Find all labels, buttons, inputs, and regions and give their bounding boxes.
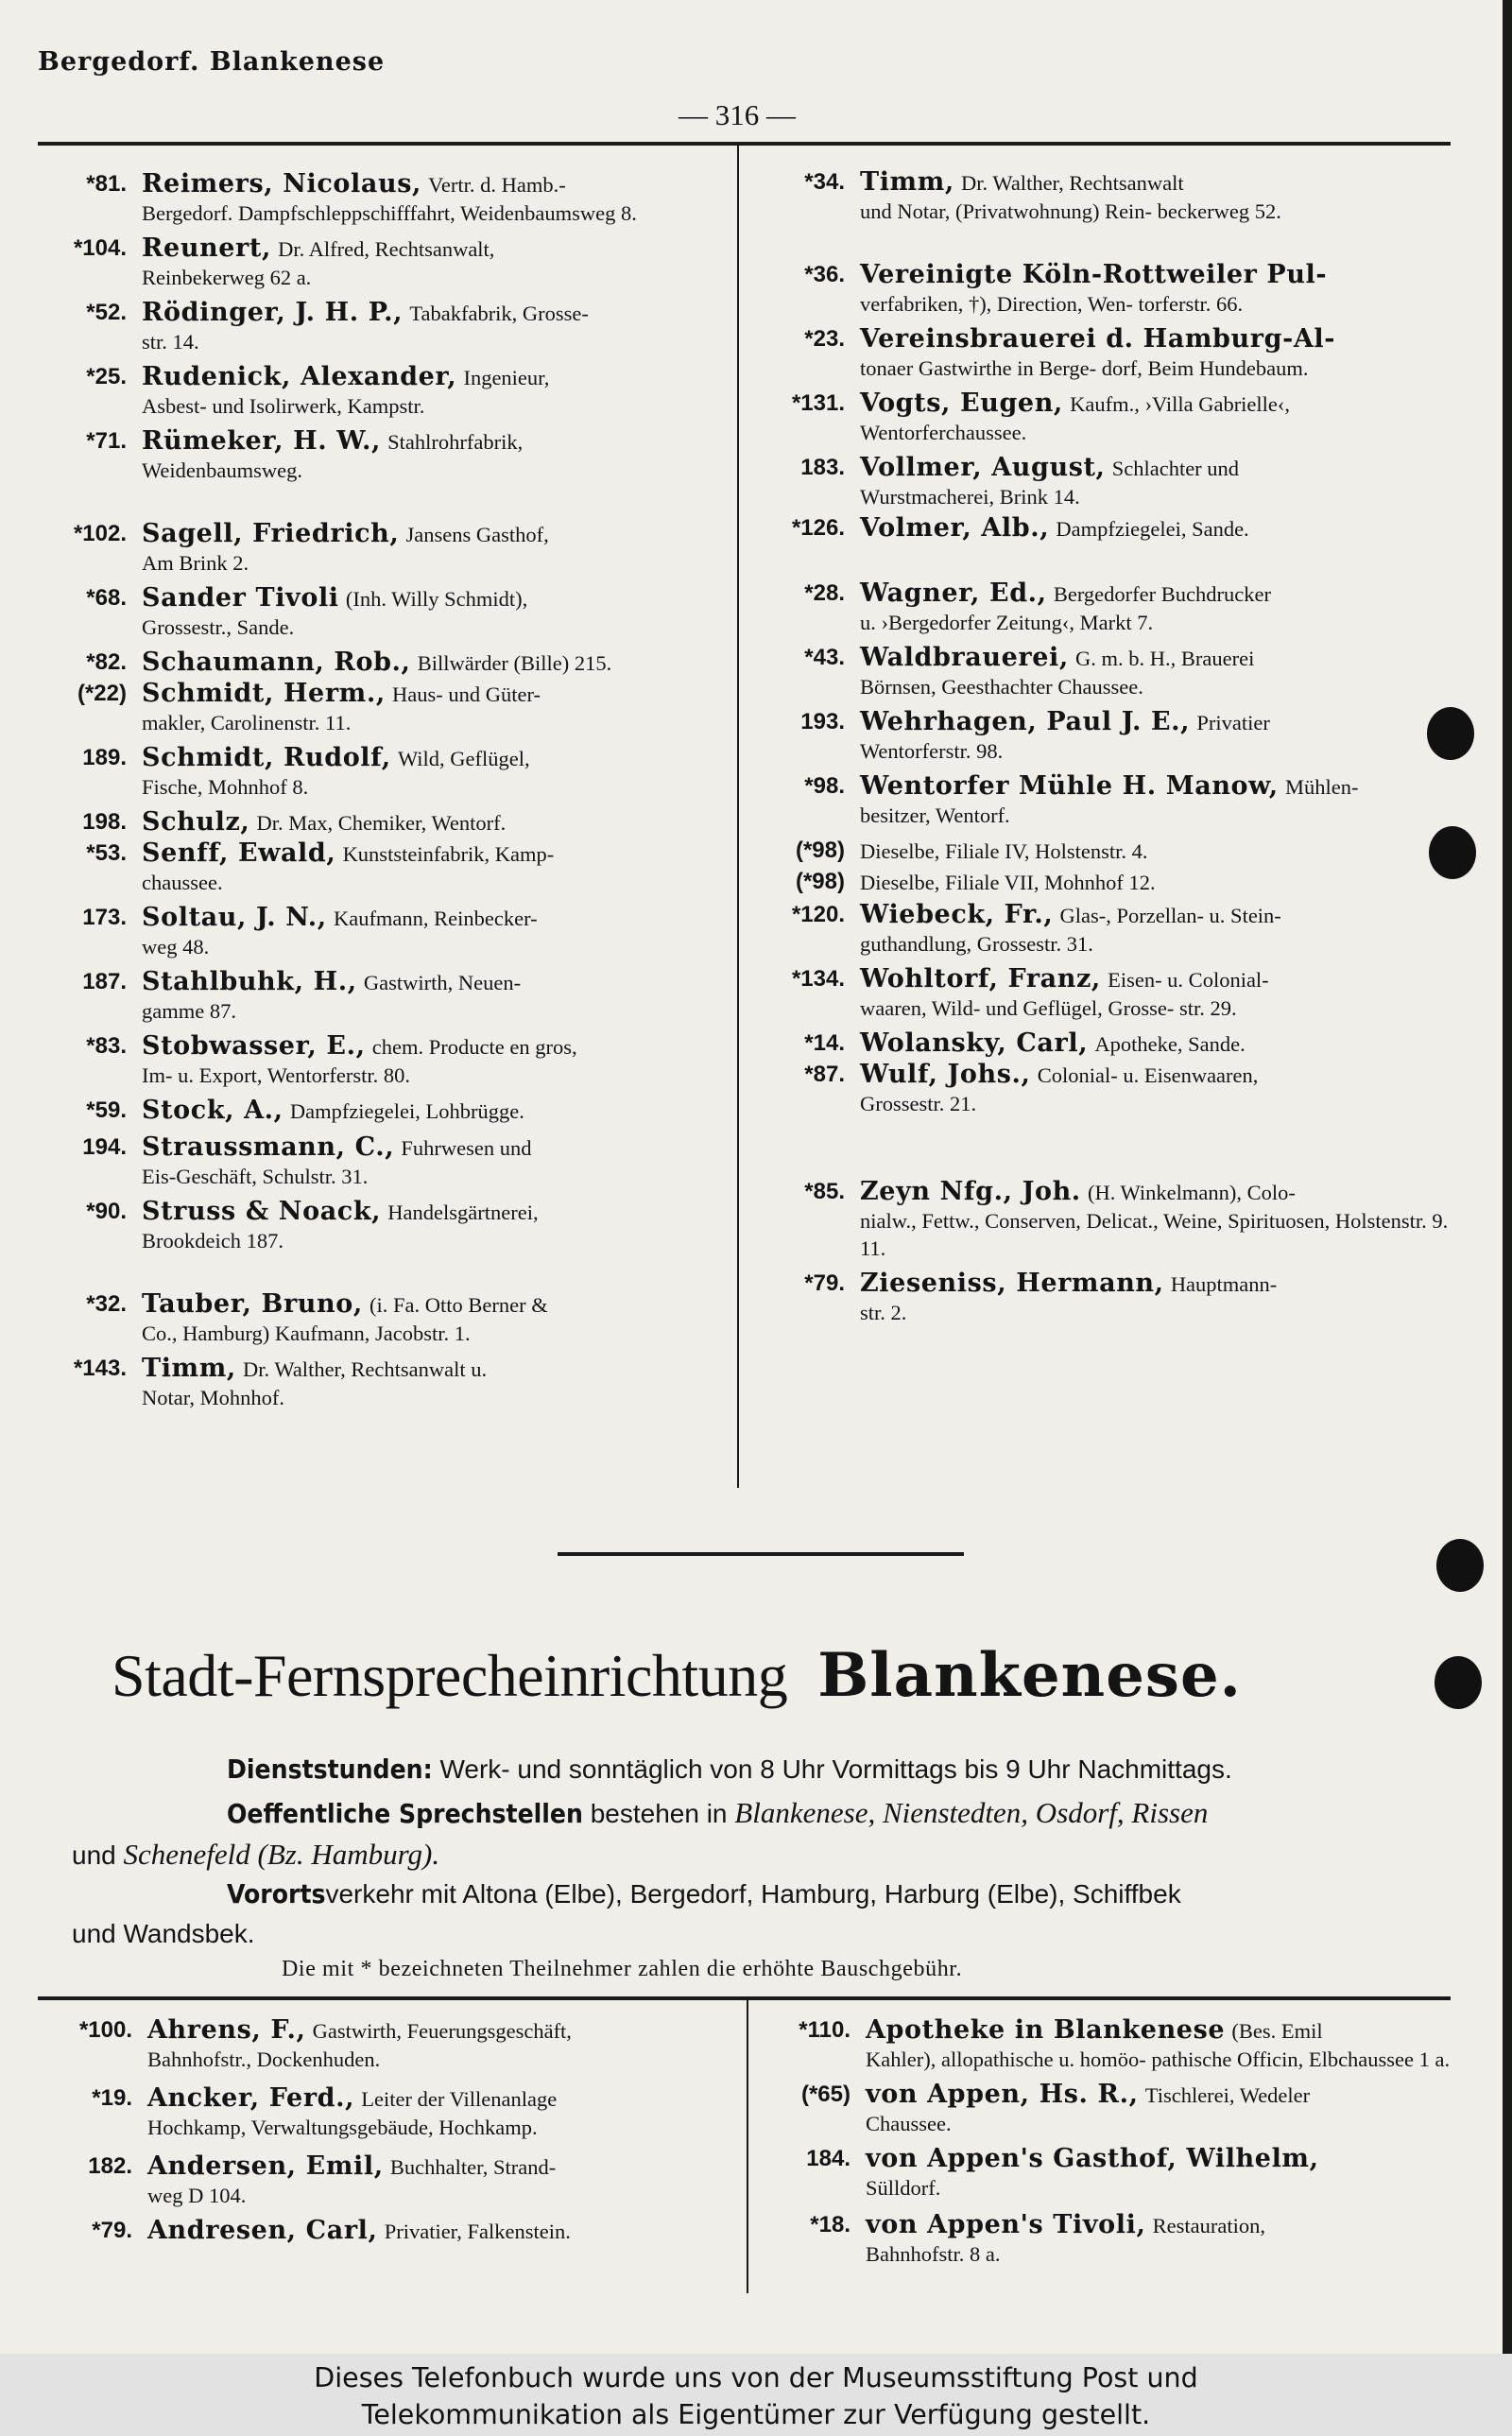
public-stations-label: Oeffentliche Sprechstellen xyxy=(227,1798,583,1829)
subscriber-address: Eis-Geschäft, Schulstr. 31. xyxy=(142,1165,369,1188)
subscriber-address: Bahnhofstr. 8 a. xyxy=(866,2242,1001,2266)
subscriber-name: Struss & Noack, xyxy=(142,1197,382,1226)
directory-entry xyxy=(762,2145,1452,2202)
column-divider-top xyxy=(737,146,739,1488)
subscriber-details: Tabakfabrik, Grosse- xyxy=(409,302,589,325)
subscriber-number: *36. xyxy=(804,262,845,287)
directory-entry xyxy=(43,2084,738,2141)
subscriber-number: 193. xyxy=(800,709,845,734)
subscriber-details: Schlachter und xyxy=(1111,457,1240,480)
subscriber-name: Schulz, xyxy=(142,807,250,837)
subscriber-name: Sander Tivoli xyxy=(142,583,339,613)
subscriber-number: 184. xyxy=(806,2146,850,2171)
subscriber-name: Sagell, Friedrich, xyxy=(142,519,400,548)
subscriber-details: Buchhalter, Strand- xyxy=(389,2155,557,2179)
subscriber-name: Waldbrauerei, xyxy=(860,643,1069,672)
subscriber-number: *25. xyxy=(86,364,127,389)
subscriber-address: Reinbekerweg 62 a. xyxy=(142,266,312,289)
subscriber-number: (*22) xyxy=(77,681,127,706)
subscriber-address: besitzer, Wentorf. xyxy=(860,803,1010,827)
directory-entry xyxy=(756,579,1451,636)
directory-entry xyxy=(43,2217,738,2246)
page-number: — 316 — xyxy=(679,98,796,131)
subscriber-details: Kaufmann, Reinbecker- xyxy=(333,907,538,930)
directory-entry xyxy=(38,170,728,227)
subscriber-number: 173. xyxy=(82,905,127,930)
directory-entry xyxy=(756,708,1451,765)
subscriber-number: 187. xyxy=(82,969,127,994)
subscriber-address: und Notar, (Privatwohnung) Rein- beckerweg 52. xyxy=(860,199,1281,223)
subscriber-details: Jansens Gasthof, xyxy=(405,523,549,546)
subscriber-details: Wild, Geflügel, xyxy=(397,747,530,770)
section-title-bold: Blankenese. xyxy=(817,1640,1242,1711)
subscriber-number: *32. xyxy=(86,1291,127,1317)
subscriber-details: Bergedorfer Buchdrucker xyxy=(1053,582,1271,606)
footer-line-2: Telekommunikation als Eigentümer zur Verfügung gestellt. xyxy=(361,2399,1151,2430)
subscriber-details: G. m. b. H., Brauerei xyxy=(1075,647,1255,670)
subscriber-name: Ahrens, F., xyxy=(147,2015,306,2045)
section-divider xyxy=(558,1552,964,1556)
directory-entry xyxy=(756,261,1451,318)
subscriber-details: (i. Fa. Otto Berner & xyxy=(369,1293,548,1317)
subscriber-number: *87. xyxy=(804,1062,845,1087)
subscriber-address: Fische, Mohnhof 8. xyxy=(142,775,309,799)
subscriber-details: Privatier, Falkenstein. xyxy=(384,2220,571,2243)
ink-blot xyxy=(1436,1539,1484,1592)
directory-entry xyxy=(756,1178,1451,1262)
subscriber-address: Hochkamp, Verwaltungsgebäude, Hochkamp. xyxy=(147,2116,538,2139)
subscriber-name: Andresen, Carl, xyxy=(147,2216,378,2245)
public-stations-und: und xyxy=(72,1840,116,1870)
subscriber-address: verfabriken, †), Direction, Wen- torferstr. 66. xyxy=(860,292,1244,316)
section-title-light: Stadt-Fernsprecheinrichtung xyxy=(112,1642,788,1709)
subscriber-address: Co., Hamburg) Kaufmann, Jacobstr. 1. xyxy=(142,1322,471,1345)
subscriber-details: (Inh. Willy Schmidt), xyxy=(345,587,528,611)
subscriber-name: Wolansky, Carl, xyxy=(860,1028,1089,1058)
subscriber-address: Wentorferstr. 98. xyxy=(860,739,1004,763)
subscriber-name: Zieseniss, Hermann, xyxy=(860,1269,1164,1298)
subscriber-details: Dr. Alfred, Rechtsanwalt, xyxy=(278,237,495,261)
subscriber-details: Eisen- u. Colonial- xyxy=(1108,968,1269,992)
subscriber-name: Vollmer, August, xyxy=(860,453,1106,482)
subscriber-number: *23. xyxy=(804,326,845,352)
subscriber-address: Notar, Mohnhof. xyxy=(142,1386,284,1409)
subscriber-details: Dieselbe, Filiale VII, Mohnhof 12. xyxy=(860,871,1156,894)
subscriber-number: *85. xyxy=(804,1179,845,1204)
blankenese-right-column xyxy=(762,2016,1452,2268)
subscriber-number: *79. xyxy=(804,1270,845,1296)
subscriber-number: *34. xyxy=(804,169,845,195)
subscriber-name: Stock, A., xyxy=(142,1096,284,1125)
subscriber-details: Haus- und Güter- xyxy=(391,682,541,706)
subscriber-address: Sülldorf. xyxy=(866,2176,941,2200)
subscriber-number: *100. xyxy=(78,2017,132,2043)
subscriber-details: (H. Winkelmann), Colo- xyxy=(1087,1181,1296,1204)
subscriber-name: Timm, xyxy=(142,1354,236,1383)
directory-entry xyxy=(38,648,728,678)
directory-entry xyxy=(38,427,728,484)
public-stations-places2: Schenefeld (Bz. Hamburg). xyxy=(123,1838,440,1871)
subscriber-name: Andersen, Emil, xyxy=(147,2151,384,2181)
subscriber-number: *143. xyxy=(73,1356,127,1381)
subscriber-number: *18. xyxy=(810,2212,850,2237)
subscriber-number: *53. xyxy=(86,840,127,866)
directory-entry xyxy=(756,514,1451,544)
subscriber-details: Dampfziegelei, Sande. xyxy=(1056,517,1249,541)
directory-entry xyxy=(756,1029,1451,1059)
entry-list-blankenese-right xyxy=(762,2016,1452,2268)
subscriber-address: Asbest- und Isolirwerk, Kampstr. xyxy=(142,394,425,418)
subscriber-details: Vertr. d. Hamb.- xyxy=(428,173,566,197)
blankenese-rule xyxy=(38,1996,1451,2000)
subscriber-address: Weidenbaumsweg. xyxy=(142,458,303,482)
directory-entry xyxy=(756,389,1451,446)
subscriber-number: *81. xyxy=(86,171,127,197)
directory-entry xyxy=(38,904,728,960)
subscriber-address: weg D 104. xyxy=(147,2184,247,2207)
subscriber-details: Fuhrwesen und xyxy=(401,1136,532,1160)
subscriber-details: Dampfziegelei, Lohbrügge. xyxy=(289,1099,524,1123)
subscriber-number: 194. xyxy=(82,1134,127,1160)
subscriber-address: guthandlung, Grossestr. 31. xyxy=(860,932,1093,956)
subscriber-address: Bahnhofstr., Dockenhuden. xyxy=(147,2047,381,2071)
subscriber-number: *28. xyxy=(804,580,845,606)
service-hours-text: Werk- und sonntäglich von 8 Uhr Vormittags bis 9 Uhr Nachmittags. xyxy=(439,1754,1232,1784)
subscriber-number: *104. xyxy=(73,235,127,261)
directory-entry xyxy=(756,1061,1451,1117)
subscriber-number: *98. xyxy=(804,773,845,799)
subscriber-name: Stahlbuhk, H., xyxy=(142,967,357,996)
subscriber-details: Gastwirth, Feuerungsgeschäft, xyxy=(312,2019,572,2043)
service-hours-label: Dienststunden: xyxy=(227,1754,433,1785)
subscriber-details: Leiter der Villenanlage xyxy=(361,2087,558,2111)
directory-entry xyxy=(38,363,728,420)
directory-entry xyxy=(756,325,1451,382)
subscriber-name: Wehrhagen, Paul J. E., xyxy=(860,707,1191,736)
directory-entry xyxy=(762,2081,1452,2137)
suburban-traffic-text2: und Wandsbek. xyxy=(72,1919,255,1948)
column-divider-bottom xyxy=(747,2000,748,2293)
subscriber-number: *83. xyxy=(86,1033,127,1059)
directory-entry xyxy=(38,744,728,801)
directory-entry xyxy=(38,839,728,896)
public-stations-text: bestehen in xyxy=(590,1799,728,1828)
section-title xyxy=(112,1640,1242,1711)
subscriber-name: Vogts, Eugen, xyxy=(860,389,1063,418)
service-hours xyxy=(227,1751,1455,1788)
subscriber-address: gamme 87. xyxy=(142,999,236,1023)
subscriber-number: (*65) xyxy=(800,2082,850,2107)
directory-entry xyxy=(38,234,728,291)
directory-entry xyxy=(38,1290,728,1347)
subscriber-address: Im- u. Export, Wentorferstr. 80. xyxy=(142,1063,410,1087)
subscriber-address: chaussee. xyxy=(142,871,223,894)
subscriber-details: Kaufm., ›Villa Gabrielle‹, xyxy=(1070,392,1291,416)
subscriber-name: Wiebeck, Fr., xyxy=(860,900,1054,929)
ink-blot xyxy=(1427,707,1474,760)
subscriber-name: Rümeker, H. W., xyxy=(142,426,381,456)
subscriber-number: *59. xyxy=(86,1097,127,1123)
subscriber-address: Börnsen, Geesthachter Chaussee. xyxy=(860,675,1143,699)
directory-entry xyxy=(756,868,1451,897)
subscriber-name: Straussmann, C., xyxy=(142,1132,395,1162)
subscriber-details: Stahlrohrfabrik, xyxy=(387,430,524,454)
subscriber-number: *82. xyxy=(86,649,127,675)
subscriber-details: Hauptmann- xyxy=(1170,1272,1278,1296)
subscriber-details: Mühlen- xyxy=(1284,775,1359,799)
bergedorf-left-column xyxy=(38,170,728,1411)
surcharge-note: Die mit * bezeichneten Theilnehmer zahlen die erhöhte Bauschgebühr. xyxy=(282,1957,963,1981)
directory-entry xyxy=(38,968,728,1025)
directory-entry xyxy=(38,1355,728,1411)
subscriber-name: Schmidt, Herm., xyxy=(142,679,386,708)
subscriber-details: Handelsgärtnerei, xyxy=(387,1201,539,1224)
subscriber-details: Colonial- u. Eisenwaaren, xyxy=(1037,1063,1259,1087)
subscriber-name: Timm, xyxy=(860,167,954,197)
subscriber-address: str. 2. xyxy=(860,1301,907,1324)
suburban-traffic-label: Vororts xyxy=(227,1878,326,1909)
subscriber-address: u. ›Bergedorfer Zeitung‹, Markt 7. xyxy=(860,611,1154,634)
directory-entry xyxy=(38,584,728,641)
subscriber-name: Vereinsbrauerei d. Hamburg-Al- xyxy=(860,324,1336,354)
subscriber-address: Wentorferchaussee. xyxy=(860,421,1027,444)
directory-entry xyxy=(756,901,1451,958)
subscriber-name: Wagner, Ed., xyxy=(860,579,1047,608)
footer-line-1: Dieses Telefonbuch wurde uns von der Museumsstiftung Post und xyxy=(314,2362,1198,2393)
subscriber-name: Ancker, Ferd., xyxy=(147,2083,355,2113)
directory-entry xyxy=(38,520,728,577)
suburban-traffic-cont xyxy=(72,1915,1452,1953)
directory-entry xyxy=(756,965,1451,1022)
public-stations xyxy=(227,1794,1455,1833)
subscriber-name: Rödinger, J. H. P., xyxy=(142,298,404,327)
subscriber-name: von Appen's Gasthof, Wilhelm, xyxy=(866,2144,1319,2173)
subscriber-details: Restauration, xyxy=(1152,2214,1265,2237)
directory-entry xyxy=(756,1270,1451,1326)
directory-entry xyxy=(38,1032,728,1089)
subscriber-number: *131. xyxy=(791,390,845,416)
subscriber-name: Stobwasser, E., xyxy=(142,1031,366,1061)
entry-list-blankenese-left xyxy=(43,2016,738,2246)
bergedorf-right-column xyxy=(756,168,1451,1326)
subscriber-name: Reimers, Nicolaus, xyxy=(142,169,422,199)
subscriber-name: Zeyn Nfg., Joh. xyxy=(860,1177,1081,1206)
entry-list-bergedorf-right xyxy=(756,168,1451,1326)
subscriber-details: Dieselbe, Filiale IV, Holstenstr. 4. xyxy=(860,839,1148,863)
subscriber-address: Brookdeich 187. xyxy=(142,1229,284,1253)
directory-entry xyxy=(762,2016,1452,2073)
subscriber-name: Apotheke in Blankenese xyxy=(866,2015,1226,2045)
page-spine-edge xyxy=(1503,0,1512,2354)
subscriber-details: Gastwirth, Neuen- xyxy=(363,971,522,994)
ink-blot xyxy=(1429,826,1476,879)
subscriber-number: (*98) xyxy=(795,838,845,863)
subscriber-details: (Bes. Emil xyxy=(1231,2019,1323,2043)
subscriber-address: str. 14. xyxy=(142,330,199,354)
subscriber-number: *68. xyxy=(86,585,127,611)
subscriber-details: Dr. Max, Chemiker, Wentorf. xyxy=(256,811,507,835)
suburban-traffic-text: verkehr mit Altona (Elbe), Bergedorf, Hamburg, Harburg (Elbe), Schiffbek xyxy=(325,1879,1181,1909)
directory-entry xyxy=(43,2016,738,2073)
subscriber-number: *19. xyxy=(92,2085,132,2111)
subscriber-address: Grossestr. 21. xyxy=(860,1092,977,1115)
footer-notice xyxy=(0,2354,1512,2436)
subscriber-number: *102. xyxy=(73,521,127,546)
directory-entry xyxy=(38,1097,728,1126)
directory-entry xyxy=(762,2211,1452,2268)
subscriber-details: Billwärder (Bille) 215. xyxy=(417,651,612,675)
ink-blot xyxy=(1435,1656,1482,1709)
running-header: Bergedorf. Blankenese xyxy=(38,47,386,77)
subscriber-details: Apotheke, Sande. xyxy=(1094,1032,1246,1056)
subscriber-name: Reunert, xyxy=(142,233,271,263)
subscriber-address: makler, Carolinenstr. 11. xyxy=(142,711,352,734)
subscriber-number: *90. xyxy=(86,1199,127,1224)
subscriber-number: *126. xyxy=(791,515,845,541)
subscriber-address: Am Brink 2. xyxy=(142,551,249,575)
subscriber-address: Grossestr., Sande. xyxy=(142,615,295,639)
subscriber-address: Bergedorf. Dampfschleppschifffahrt, Weidenbaumsweg 8. xyxy=(142,201,637,225)
subscriber-number: *110. xyxy=(799,2017,850,2043)
directory-entry xyxy=(756,168,1451,225)
subscriber-address: tonaer Gastwirthe in Berge- dorf, Beim Hundebaum. xyxy=(860,356,1309,380)
subscriber-details: chem. Producte en gros, xyxy=(371,1035,577,1059)
subscriber-details: Dr. Walther, Rechtsanwalt u. xyxy=(243,1357,488,1381)
directory-entry xyxy=(756,454,1451,510)
subscriber-name: Senff, Ewald, xyxy=(142,838,336,868)
subscriber-number: *120. xyxy=(791,902,845,927)
subscriber-address: Chaussee. xyxy=(866,2112,952,2135)
subscriber-number: *71. xyxy=(86,428,127,454)
subscriber-details: Ingenieur, xyxy=(463,366,550,389)
subscriber-number: 182. xyxy=(88,2153,132,2179)
subscriber-details: Dr. Walther, Rechtsanwalt xyxy=(961,171,1184,195)
subscriber-name: Rudenick, Alexander, xyxy=(142,362,457,391)
directory-entry xyxy=(756,772,1451,829)
subscriber-name: von Appen's Tivoli, xyxy=(866,2210,1146,2239)
subscriber-number: 189. xyxy=(82,745,127,770)
entry-list-bergedorf-left xyxy=(38,170,728,1411)
subscriber-address: Kahler), allopathische u. homöo- pathische Officin, Elbchaussee 1 a. xyxy=(866,2047,1451,2071)
subscriber-details: Glas-, Porzellan- u. Stein- xyxy=(1059,904,1281,927)
subscriber-name: Tauber, Bruno, xyxy=(142,1289,363,1319)
subscriber-number: *79. xyxy=(92,2218,132,2243)
subscriber-name: Schmidt, Rudolf, xyxy=(142,743,391,772)
directory-entry xyxy=(38,1133,728,1190)
subscriber-name: Wohltorf, Franz, xyxy=(860,964,1101,993)
subscriber-address: waaren, Wild- und Geflügel, Grosse- str. 29. xyxy=(860,996,1237,1020)
subscriber-name: Wentorfer Mühle H. Manow, xyxy=(860,771,1279,801)
subscriber-number: *14. xyxy=(804,1030,845,1056)
subscriber-address: nialw., Fettw., Conserven, Delicat., Weine, Spirituosen, Holstenstr. 9. 11. xyxy=(860,1209,1449,1260)
subscriber-number: 183. xyxy=(800,455,845,480)
subscriber-details: Tischlerei, Wedeler xyxy=(1144,2083,1311,2107)
subscriber-details: Privatier xyxy=(1196,711,1270,734)
subscriber-address: Wurstmacherei, Brink 14. xyxy=(860,485,1080,509)
subscriber-name: Soltau, J. N., xyxy=(142,903,327,932)
subscriber-name: Vereinigte Köln-Rottweiler Pul- xyxy=(860,260,1328,289)
directory-entry xyxy=(38,1198,728,1254)
subscriber-name: Wulf, Johs., xyxy=(860,1060,1031,1089)
directory-entry xyxy=(756,837,1451,866)
directory-entry xyxy=(38,808,728,838)
subscriber-number: *52. xyxy=(86,300,127,325)
blankenese-left-column xyxy=(43,2016,738,2246)
subscriber-details: Kunststeinfabrik, Kamp- xyxy=(342,842,555,866)
subscriber-number: 198. xyxy=(82,809,127,835)
subscriber-name: von Appen, Hs. R., xyxy=(866,2080,1139,2109)
subscriber-number: *134. xyxy=(791,966,845,992)
subscriber-number: *43. xyxy=(804,645,845,670)
directory-entry xyxy=(756,644,1451,700)
subscriber-number: (*98) xyxy=(795,869,845,894)
subscriber-name: Schaumann, Rob., xyxy=(142,648,411,677)
directory-entry xyxy=(38,299,728,355)
public-stations-cont xyxy=(72,1836,1452,1875)
subscriber-address: weg 48. xyxy=(142,935,210,959)
directory-entry xyxy=(38,680,728,736)
suburban-traffic xyxy=(227,1875,1455,1913)
directory-entry xyxy=(43,2152,738,2209)
header-rule xyxy=(38,142,1451,146)
subscriber-name: Volmer, Alb., xyxy=(860,513,1050,543)
public-stations-places: Blankenese, Nienstedten, Osdorf, Rissen xyxy=(734,1796,1209,1829)
